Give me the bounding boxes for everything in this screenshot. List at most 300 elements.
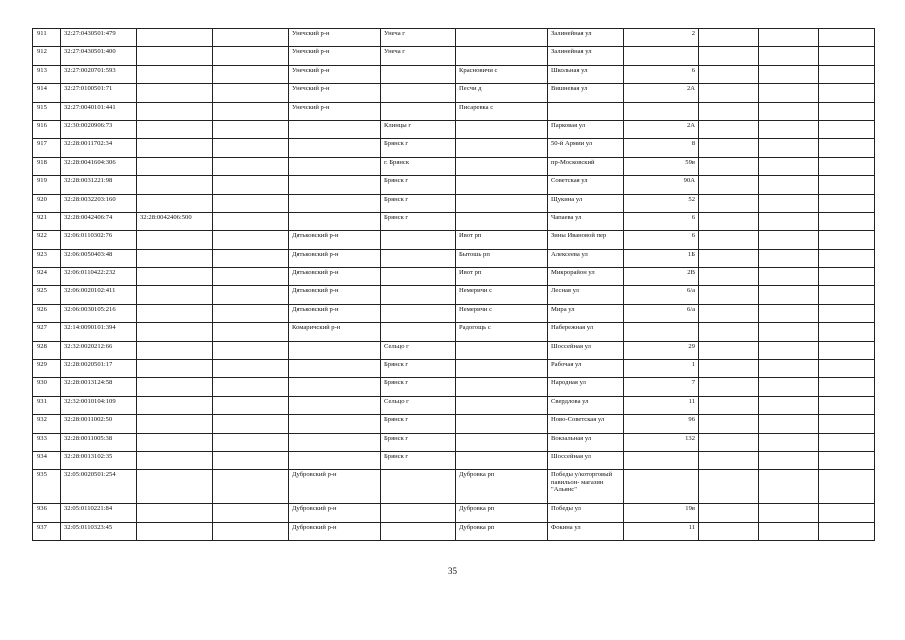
- empty-cell: [699, 360, 759, 378]
- empty-cell: [699, 433, 759, 451]
- row-number-cell: 918: [33, 157, 61, 175]
- district-cell: Унечский р-н: [289, 65, 381, 83]
- street-cell: Школьная ул: [548, 65, 624, 83]
- house-number-cell: 6: [624, 65, 699, 83]
- table-row: [33, 323, 875, 341]
- cadastral-number-cell: 32:27:0430501:400: [61, 47, 137, 65]
- row-number-cell: 937: [33, 522, 61, 540]
- cadastral-number-cell: 32:28:0020501:17: [61, 360, 137, 378]
- settlement-cell: [456, 433, 548, 451]
- city-cell: Брянск г: [381, 176, 456, 194]
- cadastral-number-cell: 32:28:0031221:98: [61, 176, 137, 194]
- settlement-cell: [456, 157, 548, 175]
- house-number-cell: 7: [624, 378, 699, 396]
- district-cell: Унечский р-н: [289, 29, 381, 47]
- empty-cell: [213, 415, 289, 433]
- street-cell: Залинейная ул: [548, 47, 624, 65]
- row-number-cell: 936: [33, 504, 61, 522]
- district-cell: Дятьковский р-н: [289, 286, 381, 304]
- house-number-cell: 6/а: [624, 304, 699, 322]
- empty-cell: [699, 176, 759, 194]
- empty-cell: [213, 522, 289, 540]
- house-number-cell: 2: [624, 29, 699, 47]
- city-cell: [381, 323, 456, 341]
- table-row: [33, 231, 875, 249]
- row-number-cell: 926: [33, 304, 61, 322]
- empty-cell: [213, 120, 289, 138]
- empty-cell: [819, 249, 875, 267]
- related-cadastral-number-cell: [137, 65, 213, 83]
- house-number-cell: [624, 102, 699, 120]
- empty-cell: [699, 84, 759, 102]
- settlement-cell: [456, 360, 548, 378]
- empty-cell: [759, 231, 819, 249]
- settlement-cell: [456, 396, 548, 414]
- city-cell: [381, 304, 456, 322]
- street-cell: Лесная ул: [548, 286, 624, 304]
- related-cadastral-number-cell: [137, 323, 213, 341]
- related-cadastral-number-cell: [137, 341, 213, 359]
- empty-cell: [213, 194, 289, 212]
- cadastral-number-cell: 32:27:0020701:593: [61, 65, 137, 83]
- empty-cell: [699, 29, 759, 47]
- street-cell: Рабочая ул: [548, 360, 624, 378]
- empty-cell: [759, 415, 819, 433]
- related-cadastral-number-cell: [137, 29, 213, 47]
- empty-cell: [213, 378, 289, 396]
- settlement-cell: Дубровка рп: [456, 504, 548, 522]
- table-row: [33, 194, 875, 212]
- empty-cell: [819, 65, 875, 83]
- street-cell: Фокина ул: [548, 522, 624, 540]
- empty-cell: [819, 286, 875, 304]
- table-row: [33, 360, 875, 378]
- table-row: [33, 268, 875, 286]
- empty-cell: [819, 231, 875, 249]
- empty-cell: [213, 286, 289, 304]
- empty-cell: [819, 157, 875, 175]
- empty-cell: [819, 84, 875, 102]
- house-number-cell: 6: [624, 231, 699, 249]
- row-number-cell: 923: [33, 249, 61, 267]
- district-cell: [289, 360, 381, 378]
- district-cell: [289, 451, 381, 469]
- empty-cell: [819, 120, 875, 138]
- row-number-cell: 925: [33, 286, 61, 304]
- table-row: [33, 451, 875, 469]
- cadastral-number-cell: 32:28:0011702:34: [61, 139, 137, 157]
- city-cell: [381, 268, 456, 286]
- empty-cell: [213, 304, 289, 322]
- empty-cell: [759, 139, 819, 157]
- settlement-cell: [456, 378, 548, 396]
- city-cell: Сельцо г: [381, 341, 456, 359]
- city-cell: Брянск г: [381, 139, 456, 157]
- related-cadastral-number-cell: [137, 194, 213, 212]
- empty-cell: [759, 522, 819, 540]
- row-number-cell: 920: [33, 194, 61, 212]
- empty-cell: [759, 286, 819, 304]
- related-cadastral-number-cell: [137, 176, 213, 194]
- house-number-cell: 11: [624, 396, 699, 414]
- street-cell: Советская ул: [548, 176, 624, 194]
- empty-cell: [819, 451, 875, 469]
- empty-cell: [213, 176, 289, 194]
- settlement-cell: Писаревка с: [456, 102, 548, 120]
- cadastral-number-cell: 32:28:0011002:50: [61, 415, 137, 433]
- district-cell: Дубровский р-н: [289, 522, 381, 540]
- empty-cell: [213, 268, 289, 286]
- empty-cell: [759, 268, 819, 286]
- settlement-cell: [456, 415, 548, 433]
- street-cell: [548, 102, 624, 120]
- house-number-cell: 29: [624, 341, 699, 359]
- empty-cell: [759, 323, 819, 341]
- empty-cell: [699, 157, 759, 175]
- empty-cell: [699, 249, 759, 267]
- empty-cell: [819, 378, 875, 396]
- empty-cell: [759, 360, 819, 378]
- street-cell: Победы ул: [548, 504, 624, 522]
- cadastral-number-cell: 32:30:0020906:73: [61, 120, 137, 138]
- house-number-cell: 2А: [624, 120, 699, 138]
- empty-cell: [699, 522, 759, 540]
- settlement-cell: Бытошь рп: [456, 249, 548, 267]
- table-row: [33, 29, 875, 47]
- empty-cell: [759, 396, 819, 414]
- empty-cell: [699, 102, 759, 120]
- row-number-cell: 934: [33, 451, 61, 469]
- empty-cell: [699, 120, 759, 138]
- settlement-cell: Ивот рп: [456, 268, 548, 286]
- row-number-cell: 915: [33, 102, 61, 120]
- empty-cell: [759, 47, 819, 65]
- empty-cell: [699, 286, 759, 304]
- cadastral-number-cell: 32:06:0050403:48: [61, 249, 137, 267]
- empty-cell: [213, 65, 289, 83]
- city-cell: Брянск г: [381, 451, 456, 469]
- street-cell: Залинейная ул: [548, 29, 624, 47]
- table-row: [33, 120, 875, 138]
- city-cell: [381, 102, 456, 120]
- empty-cell: [819, 194, 875, 212]
- row-number-cell: 935: [33, 470, 61, 504]
- street-cell: Зины Ивановой пер: [548, 231, 624, 249]
- settlement-cell: Немеричи с: [456, 304, 548, 322]
- city-cell: [381, 470, 456, 504]
- empty-cell: [699, 47, 759, 65]
- empty-cell: [759, 102, 819, 120]
- empty-cell: [213, 139, 289, 157]
- house-number-cell: 8: [624, 139, 699, 157]
- settlement-cell: [456, 120, 548, 138]
- empty-cell: [759, 433, 819, 451]
- street-cell: Народная ул: [548, 378, 624, 396]
- empty-cell: [213, 341, 289, 359]
- page-number: 35: [448, 566, 457, 576]
- table-row: [33, 396, 875, 414]
- cadastral-number-cell: 32:05:0110323:45: [61, 522, 137, 540]
- row-number-cell: 914: [33, 84, 61, 102]
- cadastral-number-cell: 32:28:0013102:35: [61, 451, 137, 469]
- house-number-cell: [624, 451, 699, 469]
- city-cell: Клинцы г: [381, 120, 456, 138]
- empty-cell: [759, 249, 819, 267]
- row-number-cell: 931: [33, 396, 61, 414]
- empty-cell: [213, 249, 289, 267]
- empty-cell: [819, 176, 875, 194]
- house-number-cell: 11: [624, 522, 699, 540]
- street-cell: Чапаева ул: [548, 212, 624, 230]
- district-cell: [289, 212, 381, 230]
- cadastral-number-cell: 32:32:0020212:66: [61, 341, 137, 359]
- registry-table: [32, 28, 875, 541]
- table-row: [33, 415, 875, 433]
- row-number-cell: 929: [33, 360, 61, 378]
- cadastral-number-cell: 32:28:0042406:74: [61, 212, 137, 230]
- city-cell: [381, 65, 456, 83]
- row-number-cell: 924: [33, 268, 61, 286]
- city-cell: Брянск г: [381, 433, 456, 451]
- row-number-cell: 922: [33, 231, 61, 249]
- empty-cell: [699, 470, 759, 504]
- empty-cell: [699, 504, 759, 522]
- district-cell: [289, 139, 381, 157]
- empty-cell: [759, 304, 819, 322]
- related-cadastral-number-cell: [137, 522, 213, 540]
- table-row: [33, 102, 875, 120]
- settlement-cell: Немеричи с: [456, 286, 548, 304]
- settlement-cell: [456, 341, 548, 359]
- street-cell: Шоссейная ул: [548, 341, 624, 359]
- street-cell: Свердлова ул: [548, 396, 624, 414]
- district-cell: Дубровский р-н: [289, 504, 381, 522]
- settlement-cell: [456, 176, 548, 194]
- city-cell: г. Брянск: [381, 157, 456, 175]
- district-cell: Унечский р-н: [289, 84, 381, 102]
- empty-cell: [699, 323, 759, 341]
- city-cell: Брянск г: [381, 415, 456, 433]
- empty-cell: [213, 157, 289, 175]
- empty-cell: [213, 84, 289, 102]
- related-cadastral-number-cell: [137, 84, 213, 102]
- table-row: [33, 139, 875, 157]
- table-body: [33, 29, 875, 541]
- cadastral-number-cell: 32:14:0090101:394: [61, 323, 137, 341]
- street-cell: Щукина ул: [548, 194, 624, 212]
- table-row: [33, 304, 875, 322]
- empty-cell: [213, 323, 289, 341]
- related-cadastral-number-cell: [137, 451, 213, 469]
- empty-cell: [699, 65, 759, 83]
- district-cell: [289, 378, 381, 396]
- city-cell: [381, 84, 456, 102]
- table-row: [33, 249, 875, 267]
- related-cadastral-number-cell: [137, 268, 213, 286]
- empty-cell: [213, 47, 289, 65]
- district-cell: Дятьковский р-н: [289, 304, 381, 322]
- related-cadastral-number-cell: [137, 433, 213, 451]
- cadastral-number-cell: 32:27:0430501:479: [61, 29, 137, 47]
- related-cadastral-number-cell: [137, 504, 213, 522]
- district-cell: [289, 120, 381, 138]
- district-cell: Дятьковский р-н: [289, 249, 381, 267]
- empty-cell: [819, 47, 875, 65]
- house-number-cell: 96: [624, 415, 699, 433]
- city-cell: Брянск г: [381, 212, 456, 230]
- empty-cell: [759, 451, 819, 469]
- empty-cell: [819, 304, 875, 322]
- empty-cell: [759, 470, 819, 504]
- city-cell: Унеча г: [381, 47, 456, 65]
- empty-cell: [699, 212, 759, 230]
- empty-cell: [699, 396, 759, 414]
- empty-cell: [699, 139, 759, 157]
- table-row: [33, 157, 875, 175]
- cadastral-number-cell: 32:06:0020102:411: [61, 286, 137, 304]
- empty-cell: [819, 341, 875, 359]
- empty-cell: [699, 341, 759, 359]
- empty-cell: [759, 157, 819, 175]
- empty-cell: [699, 194, 759, 212]
- empty-cell: [699, 378, 759, 396]
- empty-cell: [819, 522, 875, 540]
- city-cell: [381, 504, 456, 522]
- table-row: [33, 176, 875, 194]
- empty-cell: [213, 396, 289, 414]
- street-cell: Алексеева ул: [548, 249, 624, 267]
- row-number-cell: 919: [33, 176, 61, 194]
- row-number-cell: 912: [33, 47, 61, 65]
- empty-cell: [759, 29, 819, 47]
- empty-cell: [759, 120, 819, 138]
- cadastral-number-cell: 32:06:0110422:232: [61, 268, 137, 286]
- row-number-cell: 928: [33, 341, 61, 359]
- related-cadastral-number-cell: [137, 378, 213, 396]
- house-number-cell: 132: [624, 433, 699, 451]
- city-cell: Унеча г: [381, 29, 456, 47]
- empty-cell: [819, 360, 875, 378]
- house-number-cell: 19в: [624, 504, 699, 522]
- cadastral-number-cell: 32:05:0110221:84: [61, 504, 137, 522]
- table-row: [33, 84, 875, 102]
- row-number-cell: 927: [33, 323, 61, 341]
- table-row: [33, 504, 875, 522]
- empty-cell: [699, 268, 759, 286]
- street-cell: Ново-Советская ул: [548, 415, 624, 433]
- city-cell: [381, 231, 456, 249]
- table-row: [33, 522, 875, 540]
- cadastral-number-cell: 32:32:0010104:109: [61, 396, 137, 414]
- settlement-cell: Дубровка рп: [456, 470, 548, 504]
- cadastral-number-cell: 32:27:0100501:71: [61, 84, 137, 102]
- table-row: [33, 286, 875, 304]
- table-row: [33, 470, 875, 504]
- settlement-cell: [456, 47, 548, 65]
- street-cell: Вишневая ул: [548, 84, 624, 102]
- house-number-cell: 2А: [624, 84, 699, 102]
- empty-cell: [819, 470, 875, 504]
- cadastral-number-cell: 32:28:0041604:306: [61, 157, 137, 175]
- empty-cell: [213, 212, 289, 230]
- street-cell: Шоссейная ул: [548, 451, 624, 469]
- district-cell: Дубровский р-н: [289, 470, 381, 504]
- empty-cell: [819, 268, 875, 286]
- city-cell: Брянск г: [381, 360, 456, 378]
- settlement-cell: [456, 139, 548, 157]
- district-cell: [289, 176, 381, 194]
- empty-cell: [819, 504, 875, 522]
- empty-cell: [213, 433, 289, 451]
- empty-cell: [819, 415, 875, 433]
- empty-cell: [819, 139, 875, 157]
- district-cell: Унечский р-н: [289, 102, 381, 120]
- house-number-cell: 59в: [624, 157, 699, 175]
- row-number-cell: 921: [33, 212, 61, 230]
- empty-cell: [699, 451, 759, 469]
- house-number-cell: 90А: [624, 176, 699, 194]
- row-number-cell: 913: [33, 65, 61, 83]
- settlement-cell: [456, 451, 548, 469]
- empty-cell: [819, 102, 875, 120]
- related-cadastral-number-cell: [137, 304, 213, 322]
- street-cell: Победы у/которговый павильон- магазин "Альянс": [548, 470, 624, 504]
- street-cell: Парковая ул: [548, 120, 624, 138]
- empty-cell: [759, 504, 819, 522]
- district-cell: Дятьковский р-н: [289, 268, 381, 286]
- related-cadastral-number-cell: [137, 396, 213, 414]
- house-number-cell: 1Б: [624, 249, 699, 267]
- settlement-cell: Радогощь с: [456, 323, 548, 341]
- empty-cell: [699, 415, 759, 433]
- settlement-cell: [456, 212, 548, 230]
- related-cadastral-number-cell: [137, 249, 213, 267]
- related-cadastral-number-cell: [137, 47, 213, 65]
- row-number-cell: 916: [33, 120, 61, 138]
- empty-cell: [819, 323, 875, 341]
- street-cell: пр-Московский: [548, 157, 624, 175]
- empty-cell: [759, 65, 819, 83]
- house-number-cell: [624, 470, 699, 504]
- street-cell: Мира ул: [548, 304, 624, 322]
- cadastral-number-cell: 32:27:0040101:441: [61, 102, 137, 120]
- empty-cell: [819, 396, 875, 414]
- cadastral-number-cell: 32:28:0013124:58: [61, 378, 137, 396]
- empty-cell: [213, 102, 289, 120]
- related-cadastral-number-cell: [137, 157, 213, 175]
- house-number-cell: 6/а: [624, 286, 699, 304]
- related-cadastral-number-cell: [137, 231, 213, 249]
- district-cell: [289, 341, 381, 359]
- district-cell: [289, 396, 381, 414]
- related-cadastral-number-cell: [137, 139, 213, 157]
- empty-cell: [759, 194, 819, 212]
- empty-cell: [213, 470, 289, 504]
- row-number-cell: 930: [33, 378, 61, 396]
- settlement-cell: Песчи д: [456, 84, 548, 102]
- street-cell: Микрорайон ул: [548, 268, 624, 286]
- related-cadastral-number-cell: [137, 415, 213, 433]
- settlement-cell: Ивот рп: [456, 231, 548, 249]
- cadastral-number-cell: 32:05:0020501:254: [61, 470, 137, 504]
- city-cell: Сельцо г: [381, 396, 456, 414]
- street-cell: 50-й Армии ул: [548, 139, 624, 157]
- cadastral-number-cell: 32:06:0110302:76: [61, 231, 137, 249]
- row-number-cell: 911: [33, 29, 61, 47]
- row-number-cell: 932: [33, 415, 61, 433]
- related-cadastral-number-cell: [137, 120, 213, 138]
- empty-cell: [699, 304, 759, 322]
